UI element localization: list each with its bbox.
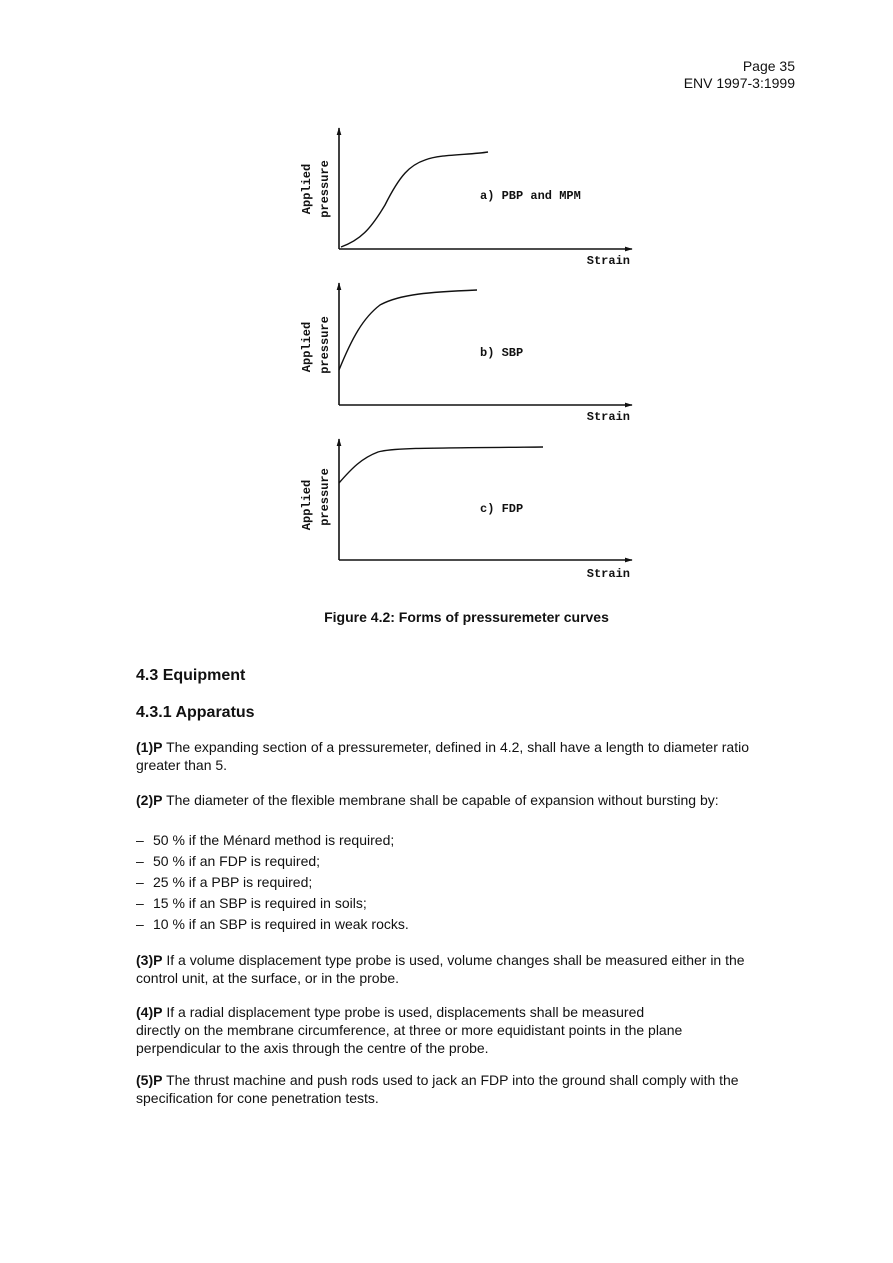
x-label: Strain — [586, 254, 630, 268]
y-label-line2: pressure — [318, 160, 332, 218]
paragraph-3 — [136, 951, 796, 987]
y-label-line2: pressure — [318, 468, 332, 526]
clause-number: (5)P — [136, 1072, 163, 1088]
section-heading: 4.3 Equipment — [136, 667, 246, 684]
paragraph-4 — [136, 1003, 796, 1057]
plot-c — [300, 439, 632, 581]
clause-number: (1)P — [136, 739, 163, 755]
list-item: – 25 % if a PBP is required; — [136, 874, 313, 890]
plot-label: a) PBP and MPM — [480, 189, 581, 203]
paragraph-2 — [136, 791, 796, 809]
subsection-heading: 4.3.1 Apparatus — [136, 704, 255, 721]
y-label-line1: Applied — [300, 163, 314, 215]
paragraph-5 — [136, 1071, 796, 1107]
y-label-line1: Applied — [300, 321, 314, 373]
paragraph-1 — [136, 738, 796, 774]
figure-caption: Figure 4.2: Forms of pressuremeter curves — [324, 609, 609, 625]
list-item: – 15 % if an SBP is required in soils; — [136, 895, 367, 911]
pressure-curve — [341, 152, 488, 247]
pressuremeter-curves-figure — [0, 0, 893, 600]
list-item: – 10 % if an SBP is required in weak rocks. — [136, 916, 409, 932]
plot-a — [300, 128, 632, 268]
x-label: Strain — [586, 567, 630, 581]
plot-label: c) FDP — [480, 502, 524, 516]
paragraph-text: If a volume displacement type probe is used, volume changes shall be measured either in the — [166, 952, 745, 968]
pressure-curve — [339, 447, 543, 483]
y-label-line1: Applied — [300, 479, 314, 531]
pressure-curve — [339, 290, 477, 370]
clause-number: (3)P — [136, 952, 163, 968]
list-item: – 50 % if the Ménard method is required; — [136, 832, 395, 848]
paragraph-text: The diameter of the flexible membrane shall be capable of expansion without bursting by: — [166, 792, 719, 808]
paragraph-text: greater than 5. — [136, 757, 228, 773]
paragraph-text: If a radial displacement type probe is used, displacements shall be measured — [166, 1004, 645, 1020]
list-item: – 50 % if an FDP is required; — [136, 853, 321, 869]
paragraph-text: The thrust machine and push rods used to jack an FDP into the ground shall comply with the — [166, 1072, 739, 1088]
paragraph-text: The expanding section of a pressuremeter, defined in 4.2, shall have a length to diameter ratio — [166, 739, 750, 755]
paragraph-text: perpendicular to the axis through the centre of the probe. — [136, 1040, 489, 1056]
plot-label: b) SBP — [480, 346, 524, 360]
paragraph-text: directly on the membrane circumference, at three or more equidistant points in the plane — [136, 1022, 683, 1038]
paragraph-text: control unit, at the surface, or in the probe. — [136, 970, 400, 986]
document-id: ENV 1997-3:1999 — [683, 75, 795, 91]
page-number: Page 35 — [742, 58, 795, 74]
plot-b — [300, 283, 632, 424]
y-label-line2: pressure — [318, 316, 332, 374]
x-label: Strain — [586, 410, 630, 424]
paragraph-text: specification for cone penetration tests. — [136, 1090, 379, 1106]
expansion-list — [136, 830, 409, 935]
clause-number: (2)P — [136, 792, 163, 808]
clause-number: (4)P — [136, 1004, 163, 1020]
